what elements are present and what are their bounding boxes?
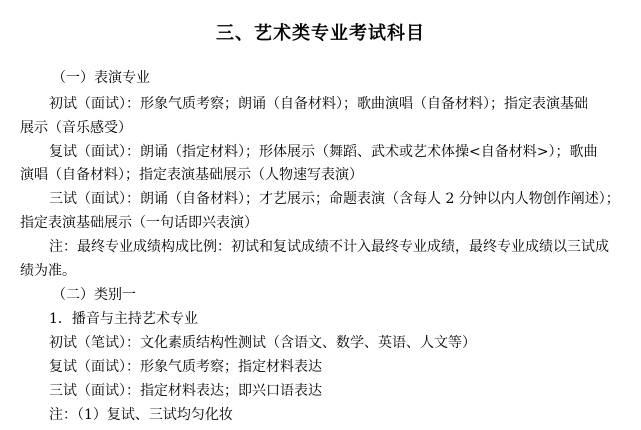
major-heading: 1．播音与主持艺术专业	[49, 311, 198, 327]
paragraph-line: 初试（面试）：形象气质考察；朗诵（自备材料）；歌曲演唱（自备材料）；指定表演基础	[49, 96, 588, 112]
paragraph-line: 指定表演基础展示（一句话即兴表演）	[20, 215, 258, 231]
paragraph-line: 展示（音乐感受）	[20, 120, 132, 136]
paragraph-line: 复试（面试）：朗诵（指定材料）；形体展示（舞蹈、武术或艺术体操<自备材料>）；歌曲	[49, 144, 598, 160]
paragraph-line: 初试（笔试）：文化素质结构性测试（含语文、数学、英语、人文等）	[49, 335, 476, 351]
paragraph-line: 复试（面试）：形象气质考察；指定材料表达	[49, 359, 322, 375]
subsection-heading-category-one: （二）类别一	[52, 287, 136, 303]
paragraph-line: 三试（面试）：朗诵（自备材料）；才艺展示；命题表演（含每人 2 分钟以内人物创作阐述）；	[49, 191, 620, 207]
note-line: 绩为准。	[20, 263, 76, 279]
subsection-heading-performance: （一）表演专业	[52, 70, 150, 86]
paragraph-line: 演唱（自备材料）；指定表演基础展示（人物速写表演）	[20, 167, 363, 183]
section-title: 三、艺术类专业考试科目	[216, 23, 425, 44]
note-line: 注：最终专业成绩构成比例：初试和复试成绩不计入最终专业成绩，最终专业成绩以三试成	[49, 239, 609, 255]
note-line: 注：（1）复试、三试均匀化妆	[49, 407, 233, 423]
paragraph-line: 三试（面试）：指定材料表达；即兴口语表达	[49, 383, 322, 399]
